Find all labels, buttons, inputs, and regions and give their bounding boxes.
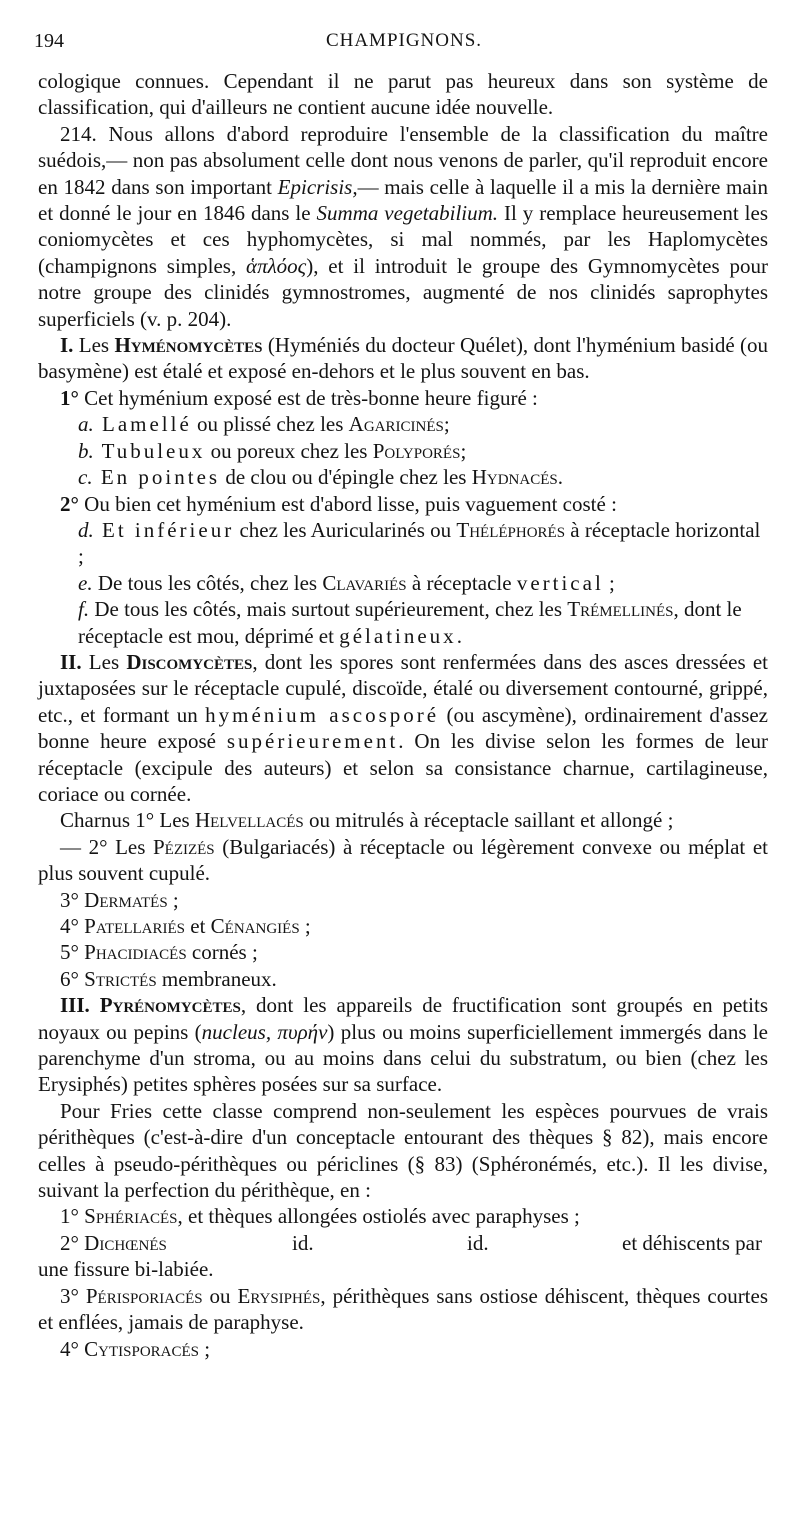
section-III-item-3: 3° Périsporiacés ou Erysiphés, périthèques sans ostiose déhiscent, thèques courtes et enflées, jamais de paraphyse. bbox=[38, 1283, 769, 1335]
section-I-item-2: 2° Ou bien cet hyménium est d'abord lisse, puis vaguement costé : bbox=[60, 491, 617, 516]
section-III-item-2-cont: une fissure bi-labiée. bbox=[38, 1257, 214, 1282]
section-III-item-2: 2° Dichœnés id. id. et déhiscents par bbox=[60, 1230, 762, 1255]
section-II-item-1: Charnus 1° Les Helvellacés ou mitrulés à réceptacle saillant et allongé ; bbox=[60, 808, 674, 833]
section-II-item-5: 5° Phacidiacés cornés ; bbox=[60, 940, 258, 965]
paragraph-intro: cologique connues. Cependant il ne parut pas heureux dans son système de classification, qui d'ailleurs ne contient aucune idée nouvelle. bbox=[38, 69, 768, 120]
group-name: Discomycètes bbox=[126, 649, 253, 674]
section-number: 214. bbox=[60, 121, 97, 146]
section-numeral: II. bbox=[60, 649, 82, 674]
section-III-item-1: 1° Sphériacés, et thèques allongées ostiolés avec paraphyses ; bbox=[60, 1204, 580, 1229]
section-II-item-4: 4° Patellariés et Cénangiés ; bbox=[60, 914, 311, 938]
section-II-item-2: — 2° Les Pézizés (Bulgariacés) à réceptacle ou légèrement convexe ou méplat et plus souvent cupulé. bbox=[38, 834, 769, 886]
group-name: Hyménomycètes bbox=[114, 333, 263, 358]
greek-word: ἁπλόος bbox=[246, 253, 307, 278]
page-body bbox=[38, 68, 768, 1362]
section-I-item-1: 1° Cet hyménium exposé est de très-bonne heure figuré : bbox=[60, 385, 538, 410]
section-I-item-a: a. Lamellé ou plissé chez les Agaricinés; bbox=[78, 412, 450, 437]
section-numeral: III. bbox=[60, 993, 90, 1018]
section-I: I. Les Hyménomycètes (Hyméniés du docteur Quélet), dont l'hyménium basidé (ou basymène) est étalé et exposé en-dehors et le plus souvent en bas. bbox=[38, 333, 768, 384]
section-II-item-3: 3° Dermatés ; bbox=[60, 887, 179, 912]
section-III: III. Pyrénomycètes, dont les appareils de fructification sont groupés en petits noyaux ou pepins (nucleus, πυρήν) plus ou moins superficiellement immergés dans le parenchyme d'un stroma, ou au moins dans celui du substratum, ou bien (chez les Erysiphés) petites sphères posées sur sa surface. bbox=[38, 993, 768, 1097]
section-II-item-6: 6° Strictés membraneux. bbox=[60, 966, 277, 991]
section-numeral: I. bbox=[60, 333, 74, 358]
section-III-item-4: 4° Cytisporacés ; bbox=[60, 1336, 211, 1361]
paragraph-fries: Pour Fries cette classe comprend non-seulement les espèces pourvues de vrais périthèques (c'est-à-dire d'un conceptacle entourant des thèques § 82), mais encore celles à pseudo-périthèques ou périclines (§ 83) (Sphéronémés, etc.). Il les divise, suivant la perfection du périthèque, en : bbox=[38, 1098, 768, 1203]
section-II: II. Les Discomycètes, dont les spores sont renfermées dans des asces dressées et juxtaposées sur le réceptacle cupulé, discoïde, étalé ou diversement contourné, grippé, etc., et formant un hyménium ascosporé (ou ascymène), ordinairement d'assez bonne heure exposé supérieurement. On les divise selon les formes de leur réceptacle (excipule des auteurs) et selon sa consistance charnue, cartilagineuse, coriace ou cornée. bbox=[38, 649, 769, 806]
page-number: 194 bbox=[34, 30, 64, 52]
group-name: Pyrénomycètes bbox=[99, 993, 241, 1018]
paragraph-214: 214. Nous allons d'abord reproduire l'ensemble de la classification du maître suédois,— non pas absolument celle dont nous venons de parler, qu'il reproduit encore en 1842 dans son important Epicrisis,— mais celle à laquelle il a mis la dernière main et donné le jour en 1846 dans le Summa vegetabilium. Il y remplace heureusement les coniomycètes et ces hyphomycètes, si mal nommés, par les Haplomycètes (champignons simples, ἁπλόος), et il introduit le groupe des Gymnomycètes pour notre groupe des clinidés gymnostromes, augmenté de nos clinidés saprophytes superficiels (v. p. 204). bbox=[38, 121, 768, 331]
running-head bbox=[34, 28, 774, 54]
italic-title: Summa vegetabilium. bbox=[316, 201, 499, 226]
running-title: CHAMPIGNONS. bbox=[325, 30, 483, 51]
greek-word: πυρήν bbox=[277, 1019, 328, 1044]
section-I-item-e: e. De tous les côtés, chez les Clavariés à réceptacle vertical ; bbox=[78, 570, 615, 595]
section-I-item-f: f. De tous les côtés, mais surtout supérieurement, chez les Trémellinés, dont le réceptacle est mou, déprimé et gélatineux. bbox=[78, 597, 742, 648]
italic-title: Epicrisis, bbox=[277, 174, 358, 199]
section-I-item-d: d. Et inférieur chez les Auricularinés ou Théléphorés à réceptacle horizontal ; bbox=[78, 517, 761, 569]
section-I-item-c: c. En pointes de clou ou d'épingle chez les Hydnacés. bbox=[78, 465, 563, 490]
section-I-item-b: b. Tubuleux ou poreux chez les Polyporés; bbox=[78, 438, 467, 463]
